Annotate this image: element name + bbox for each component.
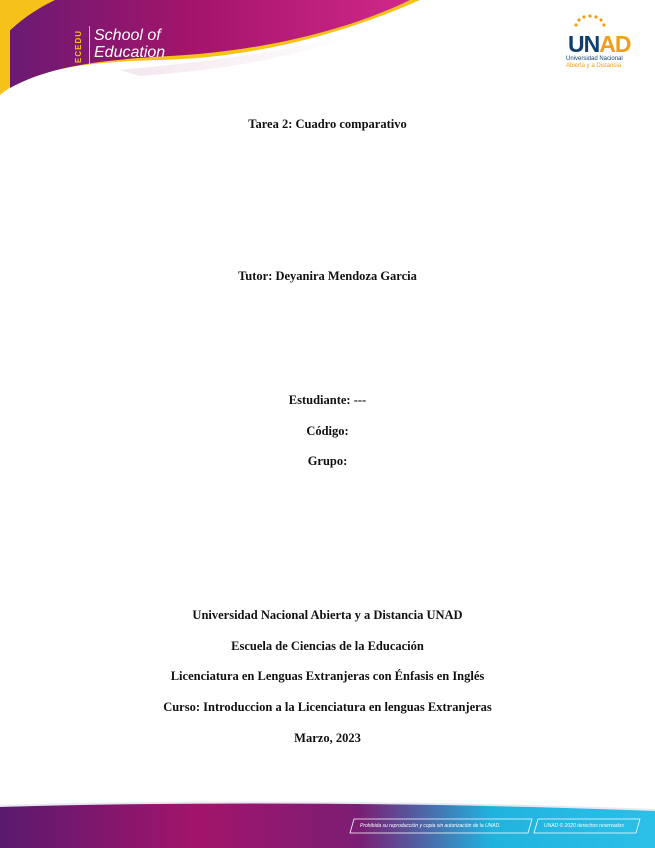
logo-divider bbox=[89, 26, 90, 64]
footer-copyright: UNAD © 2020 derechos reservados bbox=[544, 823, 624, 829]
program-line: Licenciatura en Lenguas Extranjeras con Énfasis en Inglés bbox=[170, 669, 485, 683]
date-line: Marzo, 2023 bbox=[294, 731, 361, 745]
unad-subtitle-2: Abierta y a Distancia bbox=[566, 63, 622, 69]
footer-reproduction-notice: Prohibida su reproducción y copia sin autorización de la UNAD. bbox=[360, 823, 501, 829]
unad-subtitle-1: Universidad Nacional bbox=[566, 56, 623, 62]
unad-wordmark: UNAD bbox=[568, 31, 631, 57]
student-line: Estudiante: --- bbox=[288, 393, 367, 407]
university-line: Universidad Nacional Abierta y a Distancia UNAD bbox=[192, 608, 463, 622]
education-text: Education bbox=[94, 44, 166, 61]
code-line: Código: bbox=[306, 424, 349, 438]
group-line: Grupo: bbox=[307, 454, 348, 468]
school-line: Escuela de Ciencias de la Educación bbox=[231, 639, 424, 653]
document-title: Tarea 2: Cuadro comparativo bbox=[248, 117, 407, 131]
ecedu-label: ECEDU bbox=[74, 29, 83, 63]
unad-logo bbox=[564, 14, 638, 74]
course-line: Curso: Introduccion a la Licenciatura en lenguas Extranjeras bbox=[163, 700, 492, 714]
tutor-line: Tutor: Deyanira Mendoza Garcia bbox=[238, 269, 417, 283]
school-of-text: School of bbox=[94, 27, 161, 44]
